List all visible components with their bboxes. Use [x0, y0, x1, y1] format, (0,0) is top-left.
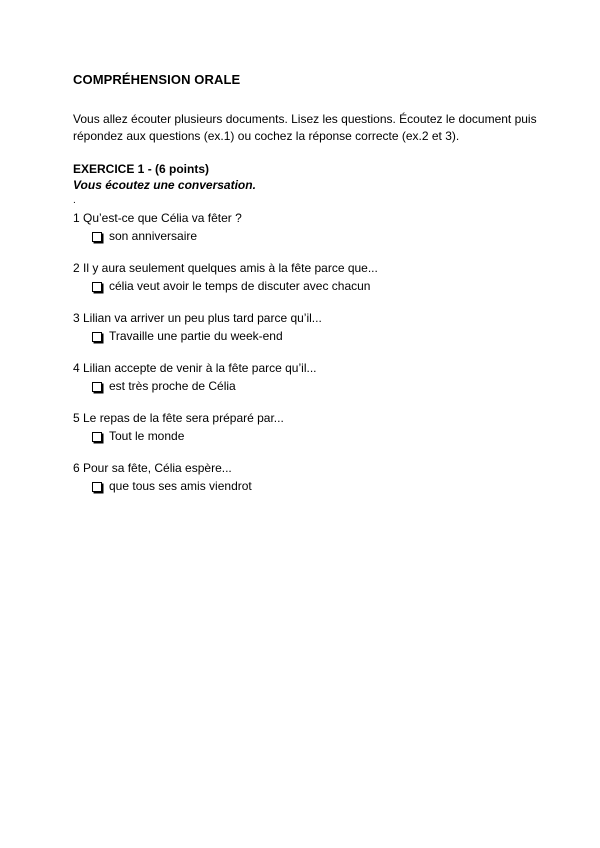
answer-text: Travaille une partie du week-end — [109, 329, 283, 343]
answer-row — [92, 479, 543, 494]
question-text: 6 Pour sa fête, Célia espère... — [73, 461, 232, 475]
answer-text: est très proche de Célia — [109, 379, 236, 393]
answer-text: son anniversaire — [109, 229, 198, 243]
answer-row — [92, 229, 543, 244]
question-item — [73, 261, 543, 311]
question-list — [73, 211, 543, 511]
instructions-paragraph: Vous allez écouter plusieurs documents. Lisez les questions. Écoutez le document puis répondez aux questions (ex.1) ou cochez la réponse correcte (ex.2 et 3). — [73, 112, 537, 143]
checkbox-icon[interactable] — [92, 282, 102, 292]
answer-text: célia veut avoir le temps de discuter avec chacun — [109, 279, 371, 293]
answer-text: que tous ses amis viendrot — [109, 479, 252, 493]
question-text: 2 Il y aura seulement quelques amis à la fête parce que... — [73, 261, 378, 275]
answer-row — [92, 279, 543, 294]
question-item — [73, 411, 543, 461]
question-item — [73, 311, 543, 361]
question-text: 4 Lilian accepte de venir à la fête parce qu’il... — [73, 361, 317, 375]
answer-row — [92, 329, 543, 344]
separator-dot: . — [73, 195, 76, 206]
answer-row — [92, 429, 543, 444]
question-item — [73, 361, 543, 411]
checkbox-icon[interactable] — [92, 332, 102, 342]
question-text: 1 Qu’est-ce que Célia va fêter ? — [73, 211, 242, 225]
question-item — [73, 211, 543, 261]
checkbox-icon[interactable] — [92, 432, 102, 442]
question-text: 5 Le repas de la fête sera préparé par... — [73, 411, 284, 425]
answer-row — [92, 379, 543, 394]
checkbox-icon[interactable] — [92, 482, 102, 492]
exercise-title: EXERCICE 1 - (6 points) — [73, 162, 210, 176]
question-item — [73, 461, 543, 511]
page-title: COMPRÉHENSION ORALE — [73, 72, 241, 87]
checkbox-icon[interactable] — [92, 382, 102, 392]
exercise-subtitle: Vous écoutez une conversation. — [73, 178, 256, 192]
answer-text: Tout le monde — [109, 429, 185, 443]
checkbox-icon[interactable] — [92, 232, 102, 242]
question-text: 3 Lilian va arriver un peu plus tard parce qu’il... — [73, 311, 322, 325]
